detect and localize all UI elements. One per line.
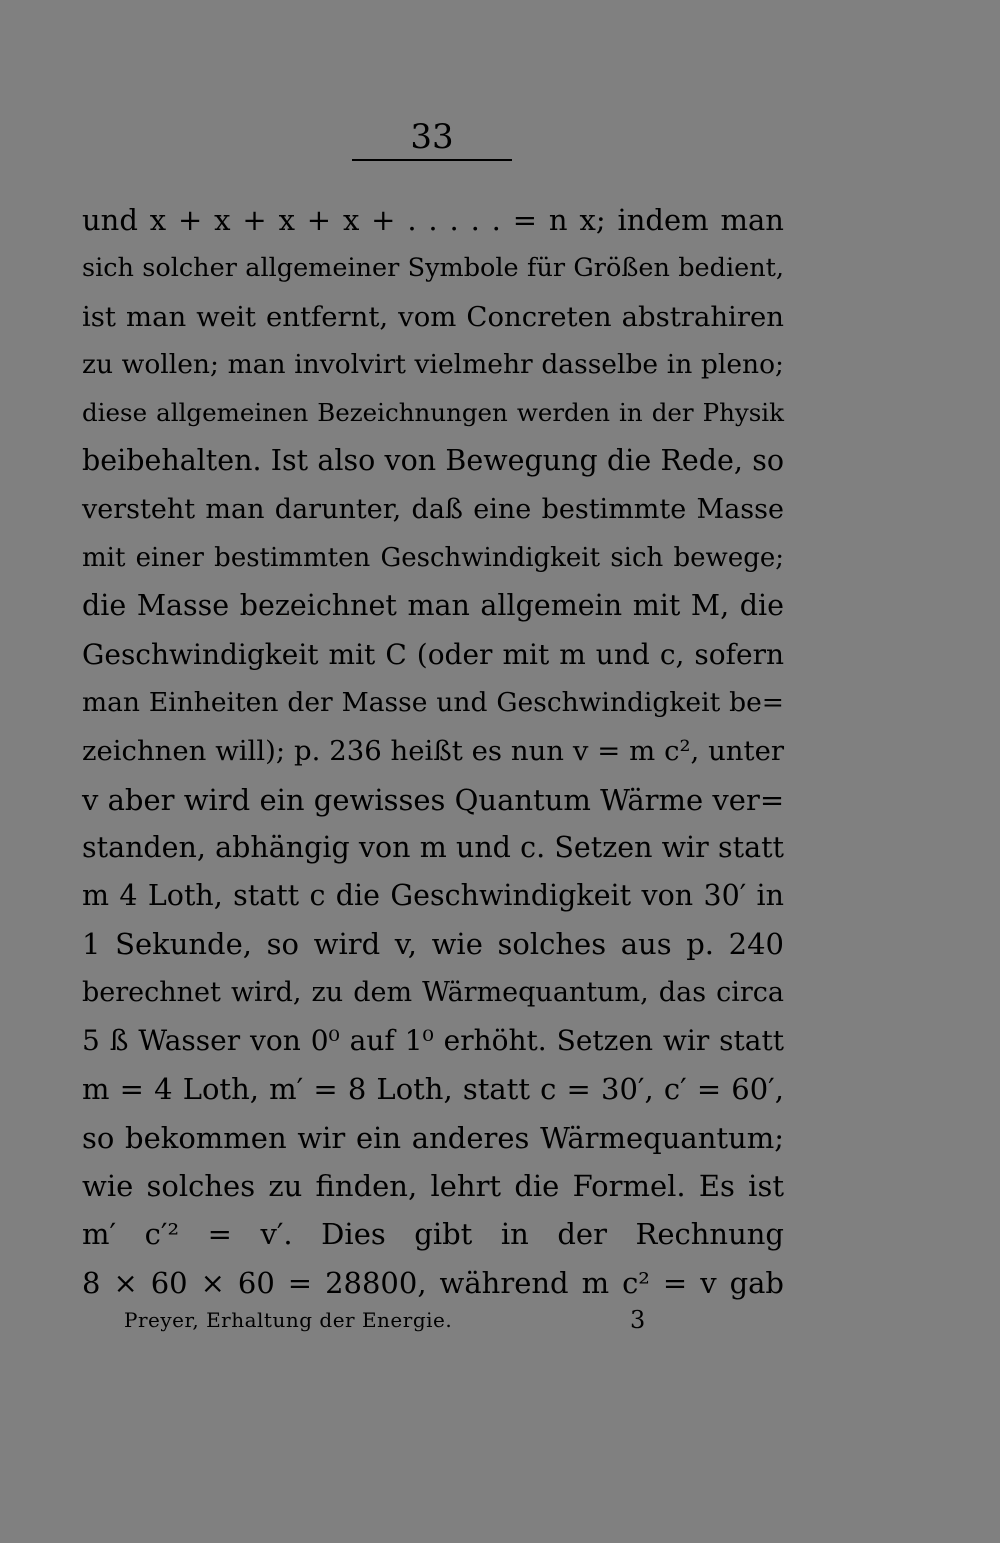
- text-line: zeichnen will); p. 236 heißt es nun v = m c², unter: [82, 735, 784, 768]
- text-line: die Masse bezeichnet man allgemein mit M, die: [82, 589, 784, 623]
- text-line: diese allgemeinen Bezeichnungen werden in der Physik: [82, 398, 784, 428]
- footer-signature: 3: [630, 1306, 646, 1334]
- text-line: v aber wird ein gewisses Quantum Wärme ver=: [82, 782, 785, 817]
- footer: [124, 1302, 784, 1338]
- text-line: sich solcher allgemeiner Symbole für Größen bedient,: [82, 253, 784, 284]
- text-line: standen, abhängig von m und c. Setzen wir statt: [82, 830, 784, 864]
- page-number: 33: [410, 117, 454, 157]
- text-line: wie solches zu finden, lehrt die Formel. Es ist: [82, 1168, 784, 1203]
- body-text: [82, 196, 784, 1307]
- text-line: m 4 Loth, statt c die Geschwindigkeit von 30′ in: [82, 879, 784, 913]
- text-line: 5 ß Wasser von 0⁰ auf 1⁰ erhöht. Setzen wir statt: [82, 1024, 784, 1058]
- text-line: man Einheiten der Masse und Geschwindigkeit be=: [82, 686, 784, 718]
- text-line: und x + x + x + x + . . . . . = n x; indem man: [82, 203, 784, 237]
- text-line: so bekommen wir ein anderes Wärmequantum;: [82, 1120, 784, 1155]
- header-rule: [352, 159, 512, 161]
- text-line: m′ c′² = v′. Dies gibt in der Rechnung: [82, 1217, 784, 1252]
- text-line: zu wollen; man involvirt vielmehr dasselbe in pleno;: [82, 348, 784, 380]
- text-line: mit einer bestimmten Geschwindigkeit sich bewege;: [82, 543, 784, 574]
- text-line: versteht man darunter, daß eine bestimmte Masse: [82, 493, 784, 525]
- text-line: Geschwindigkeit mit C (oder mit m und c, sofern: [82, 637, 784, 671]
- text-line: m = 4 Loth, m′ = 8 Loth, statt c = 30′, c′ = 60′,: [82, 1072, 784, 1107]
- text-line: berechnet wird, zu dem Wärmequantum, das circa: [82, 976, 784, 1008]
- footer-author-title: Preyer, Erhaltung der Energie.: [124, 1308, 453, 1332]
- text-line: 8 × 60 × 60 = 28800, während m c² = v gab: [82, 1265, 784, 1300]
- text-line: beibehalten. Ist also von Bewegung die Rede, so: [82, 444, 784, 478]
- text-line: 1 Sekunde, so wird v, wie solches aus p. 240: [82, 927, 784, 962]
- text-line: ist man weit entfernt, vom Concreten abstrahiren: [82, 300, 784, 333]
